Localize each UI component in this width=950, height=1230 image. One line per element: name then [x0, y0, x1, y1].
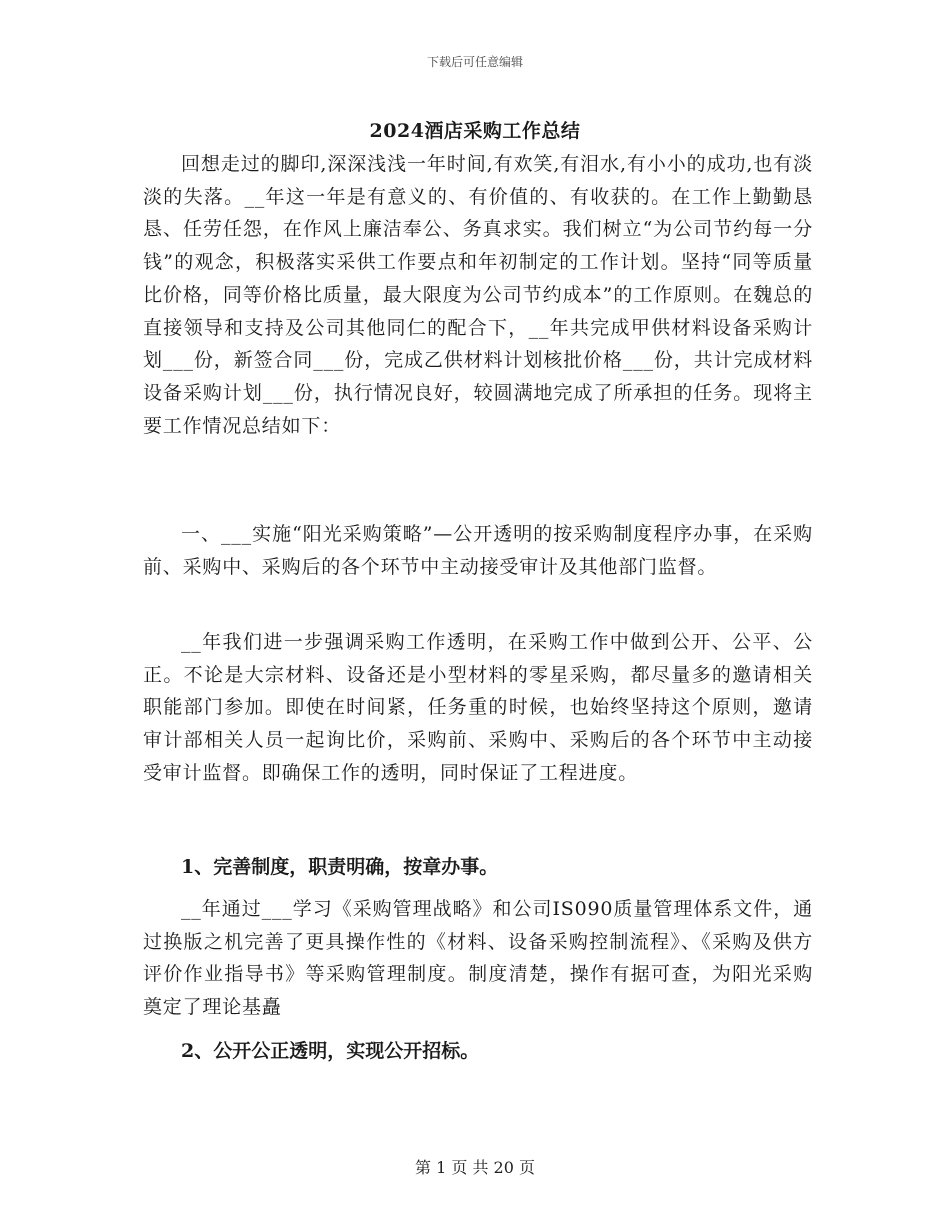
paragraph-system: __年通过___学习《采购管理战略》和公司IS090质量管理体系文件，通过换版之机完善了更具操作性的《材料、设备采购控制流程》、《采购及供方评价作业指导书》等采购管理制度。制度清楚，操作有据可查，为阳光采购奠定了理论基矗 — [143, 898, 813, 1019]
heading-system: 1、完善制度，职责明确，按章办事。 — [181, 856, 499, 878]
paragraph-intro: 回想走过的脚印,深深浅浅一年时间,有欢笑,有泪水,有小小的成功,也有淡淡的失落。__年这一年是有意义的、有价值的、有收获的。在工作上勤勤恳恳、任劳任怨，在作风上廉洁奉公、务真求实。我们树立“为公司节约每一分钱”的观念，积极落实采供工作要点和年初制定的工作计划。坚持“同等质量比价格，同等价格比质量，最大限度为公司节约成本”的工作原则。在魏总的直接领导和支持及公司其他同仁的配合下，__年共完成甲供材料设备采购计划___份，新签合同___份，完成乙供材料计划核批价格___份，共计完成材料设备采购计划___份，执行情况良好，较圆满地完成了所承担的任务。现将主要工作情况总结如下： — [143, 153, 813, 437]
header-note: 下载后可任意编辑 — [426, 55, 523, 69]
page-number: 第 1 页 共 20 页 — [415, 1158, 535, 1177]
heading-bidding: 2、公开公正透明，实现公开招标。 — [181, 1040, 480, 1062]
paragraph-section-one: 一、___实施“阳光采购策略”—公开透明的按采购制度程序办事，在采购前、采购中、采购后的各个环节中主动接受审计及其他部门监督。 — [143, 523, 813, 578]
document-title: 2024酒店采购工作总结 — [369, 120, 581, 142]
paragraph-transparency: __年我们进一步强调采购工作透明，在采购工作中做到公开、公平、公正。不论是大宗材料、设备还是小型材料的零星采购，都尽量多的邀请相关职能部门参加。即使在时间紧，任务重的时候，也始终坚持这个原则，邀请审计部相关人员一起询比价，采购前、采购中、采购后的各个环节中主动接受审计监督。即确保工作的透明，同时保证了工程进度。 — [143, 631, 813, 784]
